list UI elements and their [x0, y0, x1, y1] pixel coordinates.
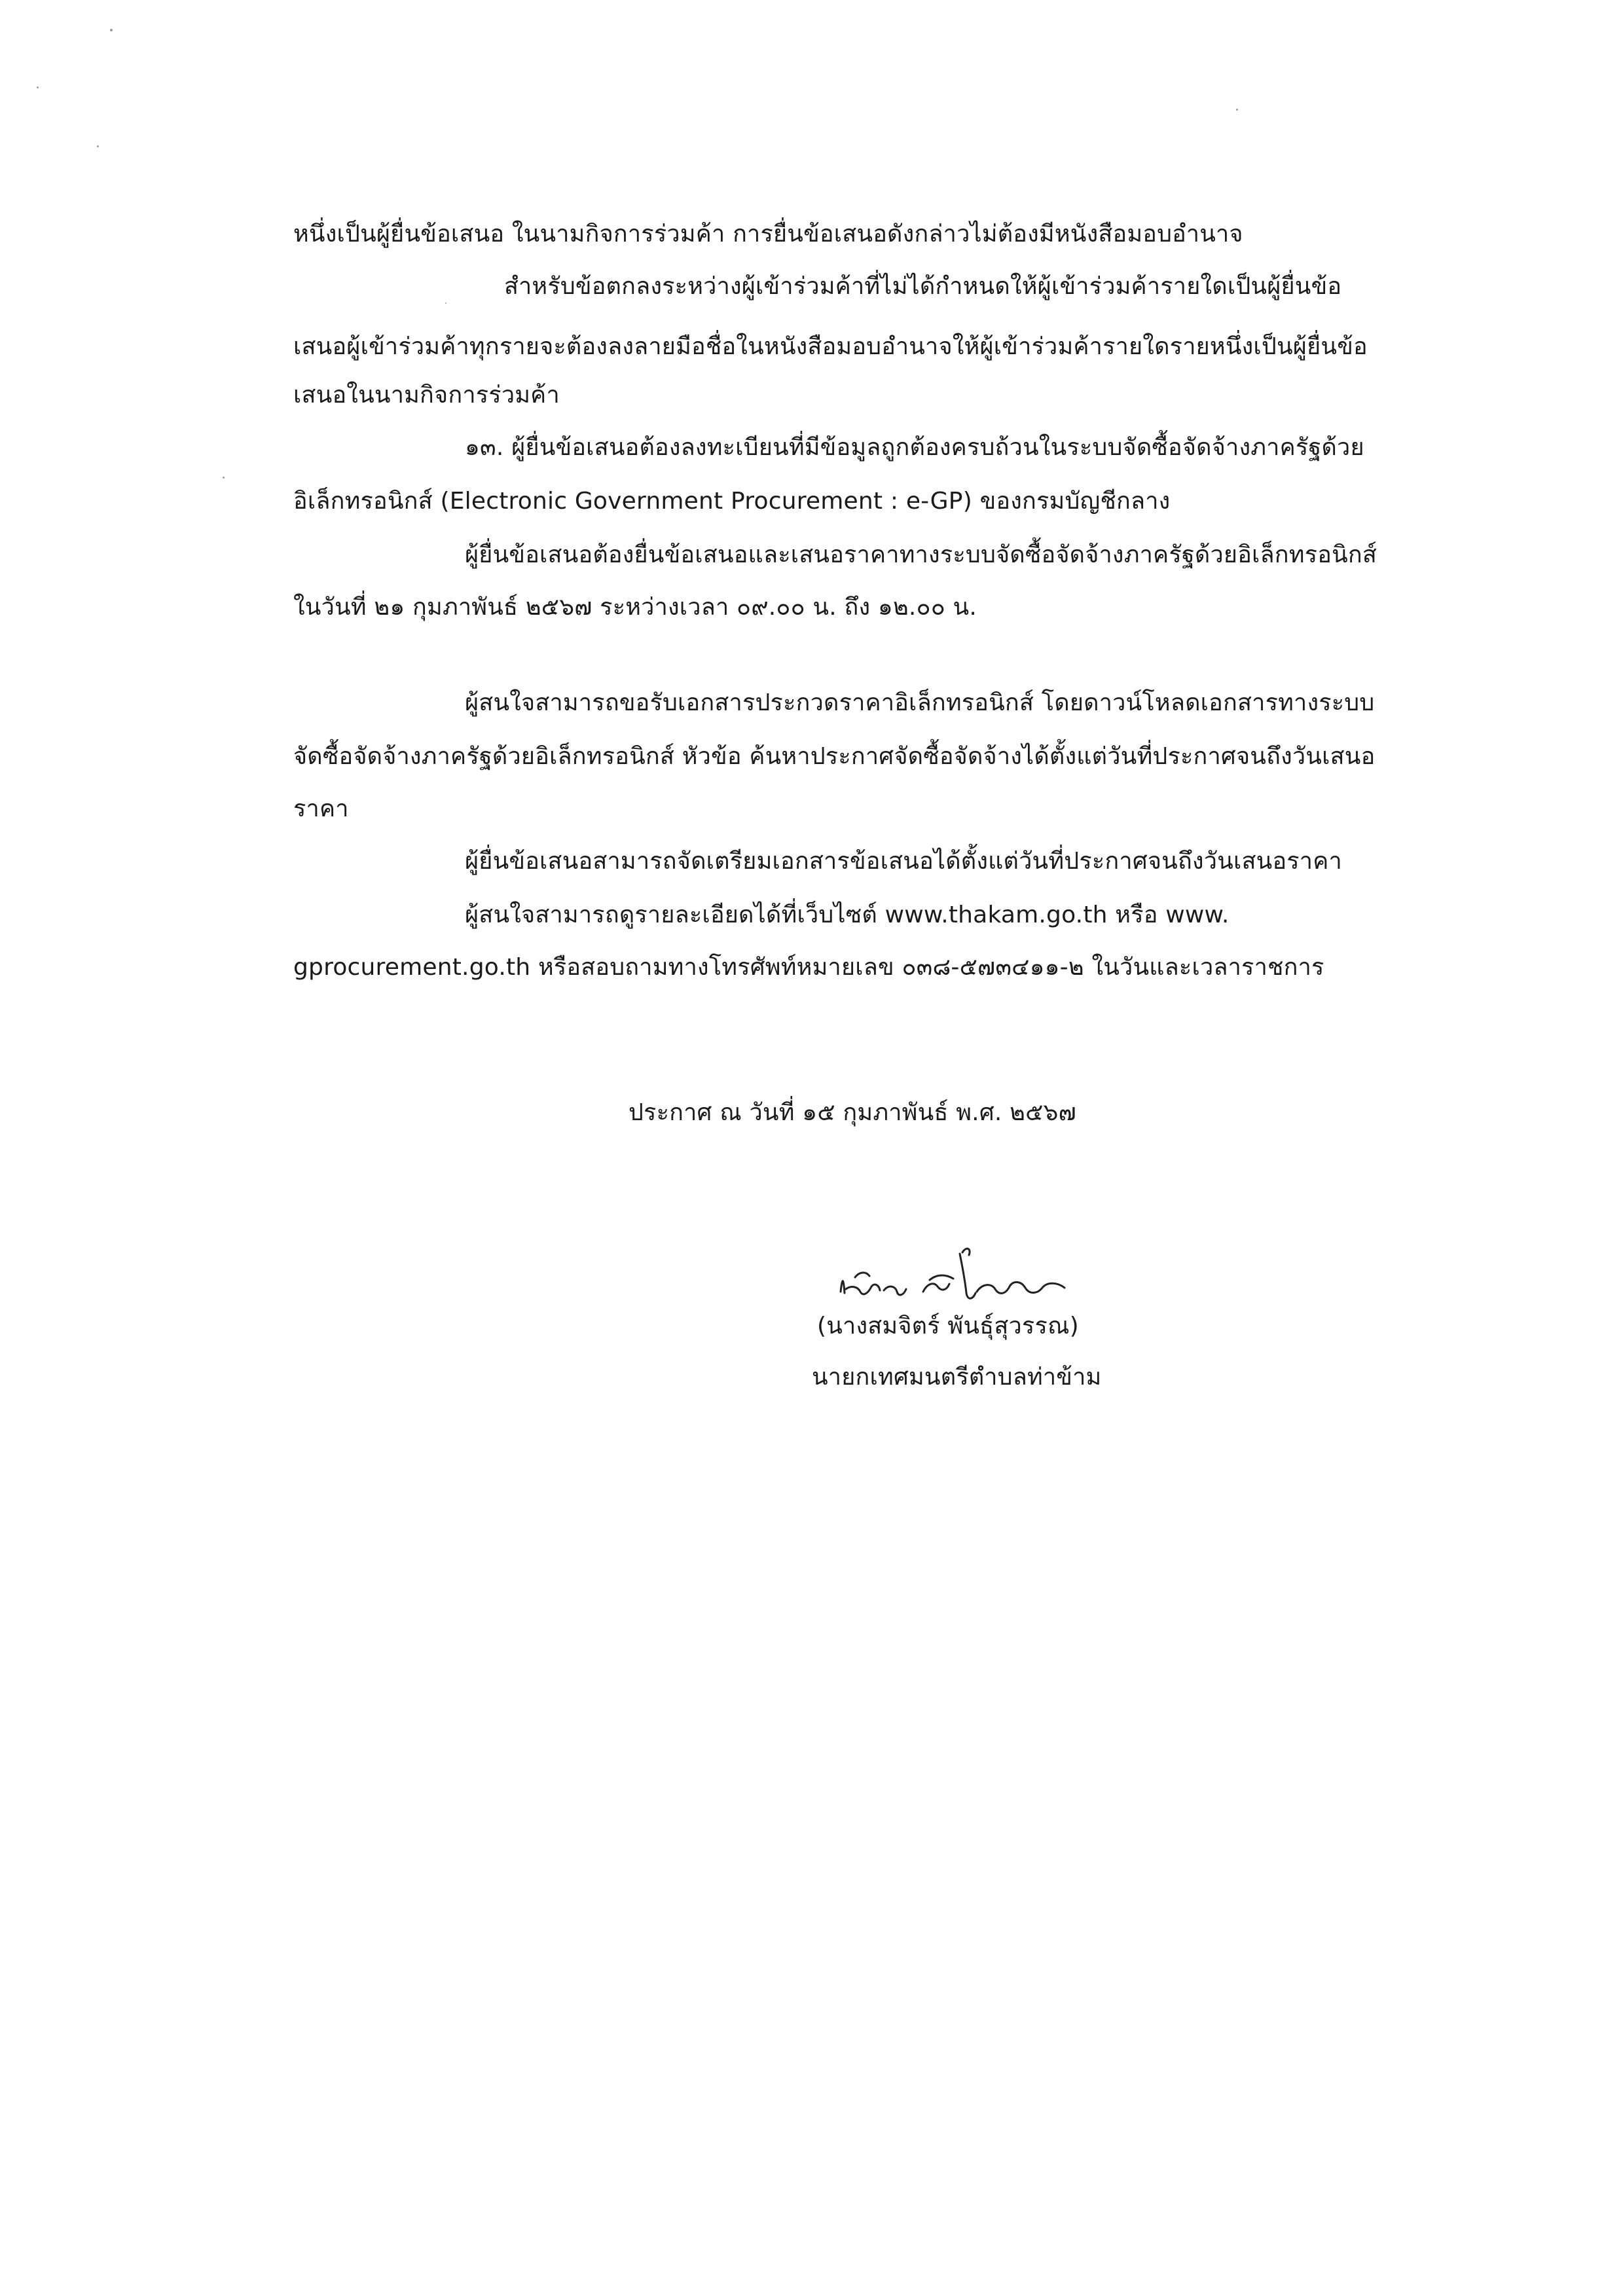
scan-speck — [97, 145, 99, 147]
signatory-name: (นางสมจิตร์ พันธุ์สุวรรณ) — [817, 1313, 1079, 1339]
handwritten-signature — [831, 1241, 1106, 1313]
para4-line1: ผู้สนใจสามารถขอรับเอกสารประกวดราคาอิเล็กทรอนิกส์ โดยดาวน์โหลดเอกสารทางระบบ — [465, 689, 1375, 716]
para4-line3: ราคา — [293, 795, 349, 822]
para6-line1: ผู้สนใจสามารถดูรายละเอียดได้ที่เว็บไซต์ www.thakam.go.th หรือ www. — [465, 902, 1230, 928]
scan-speck — [1236, 109, 1238, 111]
para1-line4: เสนอในนามกิจการร่วมค้า — [293, 382, 560, 409]
scan-speck — [110, 29, 113, 31]
announce-date: ประกาศ ณ วันที่ ๑๕ กุมภาพันธ์ พ.ศ. ๒๕๖๗ — [629, 1099, 1076, 1126]
scan-speck — [445, 302, 447, 304]
para6-line2: gprocurement.go.th หรือสอบถามทางโทรศัพท์หมายเลข ๐๓๘-๕๗๓๔๑๑-๒ ในวันและเวลาราชการ — [293, 954, 1324, 981]
scan-speck — [37, 86, 39, 88]
signatory-position: นายกเทศมนตรีตำบลท่าข้าม — [812, 1364, 1102, 1391]
para3-line1: ผู้ยื่นข้อเสนอต้องยื่นข้อเสนอและเสนอราคาทางระบบจัดซื้อจัดจ้างภาครัฐด้วยอิเล็กทรอนิกส์ — [465, 541, 1377, 568]
para4-line2: จัดซื้อจัดจ้างภาครัฐด้วยอิเล็กทรอนิกส์ หัวข้อ ค้นหาประกาศจัดซื้อจัดจ้างได้ตั้งแต่วันที่ประกาศจนถึงวันเสนอ — [293, 743, 1376, 770]
scan-speck — [223, 477, 225, 479]
para5-line1: ผู้ยื่นข้อเสนอสามารถจัดเตรียมเอกสารข้อเสนอได้ตั้งแต่วันที่ประกาศจนถึงวันเสนอราคา — [465, 848, 1342, 875]
para2-line2: อิเล็กทรอนิกส์ (Electronic Government Procurement : e-GP) ของกรมบัญชีกลาง — [293, 488, 1171, 515]
para2-line1: ๑๓. ผู้ยื่นข้อเสนอต้องลงทะเบียนที่มีข้อมูลถูกต้องครบถ้วนในระบบจัดซื้อจัดจ้างภาครัฐด้วย — [465, 434, 1364, 461]
para1-line3: เสนอผู้เข้าร่วมค้าทุกรายจะต้องลงลายมือชื่อในหนังสือมอบอำนาจให้ผู้เข้าร่วมค้ารายใดรายหนึ่งเป็นผู้ยื่นข้อ — [293, 333, 1368, 360]
para3-line2: ในวันที่ ๒๑ กุมภาพันธ์ ๒๕๖๗ ระหว่างเวลา ๐๙.๐๐ น. ถึง ๑๒.๐๐ น. — [293, 594, 977, 621]
para1-line1: หนึ่งเป็นผู้ยื่นข้อเสนอ ในนามกิจการร่วมค้า การยื่นข้อเสนอดังกล่าวไม่ต้องมีหนังสือมอบอำนาจ — [293, 221, 1243, 247]
para1-line2: สำหรับข้อตกลงระหว่างผู้เข้าร่วมค้าที่ไม่ได้กำหนดให้ผู้เข้าร่วมค้ารายใดเป็นผู้ยื่นข้อ — [504, 273, 1342, 300]
